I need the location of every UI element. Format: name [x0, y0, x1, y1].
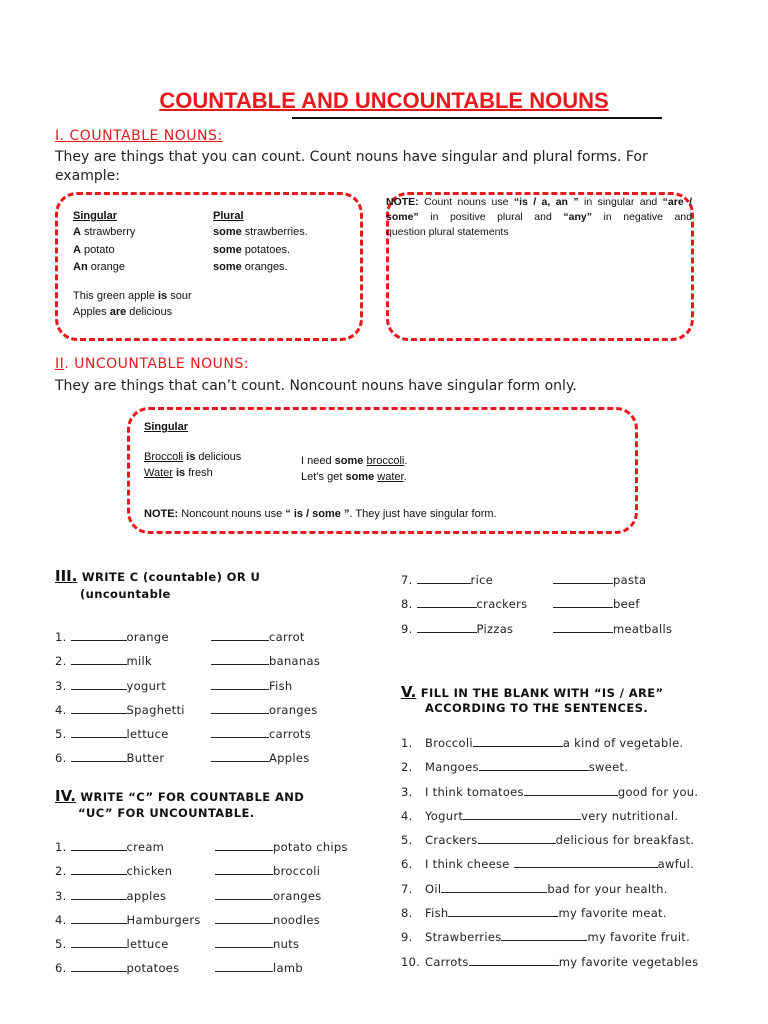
uncountable-example-2: Water is fresh	[144, 467, 213, 479]
answer-blank[interactable]	[211, 653, 269, 665]
answer-blank[interactable]	[71, 629, 127, 641]
answer-blank[interactable]	[71, 888, 127, 900]
list-item: carrots	[211, 726, 320, 750]
countable-note: NOTE: Count nouns use “is / a, an ” in singular and “are / some” in positive plural and “any” in negative and question plural statements	[386, 196, 693, 238]
answer-blank[interactable]	[71, 678, 127, 690]
list-item: lamb	[215, 960, 348, 984]
answer-blank[interactable]	[71, 936, 127, 948]
exercise-4-heading	[55, 786, 304, 805]
answer-blank[interactable]	[71, 839, 127, 851]
section-1-heading	[55, 128, 223, 144]
list-item: broccoli	[215, 863, 348, 887]
uncountable-example-4: Let’s get some water.	[301, 471, 407, 483]
answer-blank[interactable]	[514, 856, 658, 868]
list-item: carrot	[211, 629, 320, 653]
answer-blank[interactable]	[417, 596, 477, 608]
list-item: 9. Pizzas	[401, 621, 514, 636]
list-item: beef	[553, 596, 672, 620]
answer-blank[interactable]	[501, 929, 587, 941]
answer-blank[interactable]	[553, 621, 613, 633]
answer-blank[interactable]	[553, 596, 613, 608]
list-item: 9. Strawberries my favorite fruit.	[401, 930, 691, 945]
exercise-5-instruction-line2: ACCORDING TO THE SENTENCES.	[425, 701, 649, 715]
answer-blank[interactable]	[71, 960, 127, 972]
list-item: meatballs	[553, 621, 672, 645]
answer-blank[interactable]	[215, 839, 273, 851]
answer-blank[interactable]	[469, 954, 559, 966]
list-item: 6. I think cheese awful.	[401, 857, 695, 872]
list-item: oranges	[215, 888, 348, 912]
exercise-5-number: V.	[401, 683, 417, 701]
list-item: 8. Fish my favorite meat.	[401, 906, 667, 921]
plural-row-3: some oranges.	[213, 261, 288, 273]
list-item: potato chips	[215, 839, 348, 863]
answer-blank[interactable]	[71, 912, 127, 924]
answer-blank[interactable]	[211, 702, 269, 714]
list-item: 4. Yogurt very nutritional.	[401, 808, 679, 823]
list-item: 7. rice	[401, 573, 494, 587]
answer-blank[interactable]	[211, 750, 269, 762]
list-item: 2. milk	[55, 654, 152, 669]
answer-blank[interactable]	[441, 881, 547, 893]
list-item: 3. I think tomatoes good for you.	[401, 784, 699, 799]
list-item: 4. Hamburgers	[55, 912, 201, 927]
list-item: 7. Oil bad for your health.	[401, 881, 668, 896]
uncountable-note: NOTE: Noncount nouns use “ is / some ”. They just have singular form.	[144, 508, 497, 520]
list-item: 5. Crackers delicious for breakfast.	[401, 833, 695, 848]
answer-blank[interactable]	[417, 572, 471, 584]
section-1-heading-text: I. COUNTABLE NOUNS:	[55, 128, 223, 144]
list-item: 5. lettuce	[55, 727, 169, 742]
exercise-3-left-column	[55, 629, 185, 775]
plural-row-1: some strawberries.	[213, 226, 308, 238]
answer-blank[interactable]	[71, 750, 127, 762]
exercise-4-number: IV.	[55, 787, 76, 805]
answer-blank[interactable]	[211, 678, 269, 690]
list-item: 6. potatoes	[55, 961, 180, 976]
plural-header: Plural	[213, 210, 244, 222]
answer-blank[interactable]	[71, 653, 127, 665]
answer-blank[interactable]	[71, 863, 127, 875]
exercise-3-instruction-line2: (uncountable	[80, 587, 171, 601]
answer-blank[interactable]	[417, 621, 477, 633]
answer-blank[interactable]	[215, 912, 273, 924]
answer-blank[interactable]	[478, 832, 556, 844]
answer-blank[interactable]	[71, 726, 127, 738]
singular-row-1: A strawberry	[73, 226, 136, 238]
section-2-text: They are things that can’t count. Noncount nouns have singular form only.	[55, 378, 577, 394]
answer-blank[interactable]	[211, 629, 269, 641]
list-item: 1. Broccoli a kind of vegetable.	[401, 736, 684, 750]
answer-blank[interactable]	[215, 936, 273, 948]
plural-row-2: some potatoes.	[213, 244, 291, 256]
section-2-heading: II. UNCOUNTABLE NOUNS:	[55, 356, 249, 372]
singular-header: Singular	[73, 210, 118, 222]
list-item: 10. Carrots my favorite vegetables	[401, 954, 699, 969]
section-1-text-line1: They are things that you can count. Count nouns have singular and plural forms. For	[55, 149, 648, 165]
answer-blank[interactable]	[463, 808, 581, 820]
uncountable-example-3: I need some broccoli.	[301, 455, 408, 467]
list-item: 5. lettuce	[55, 937, 169, 952]
exercise-5-list	[401, 735, 698, 978]
exercise-4-right-column	[215, 839, 348, 985]
uncountable-singular-header: Singular	[144, 421, 189, 433]
list-item: 1. orange	[55, 630, 169, 644]
exercise-3-right-column	[211, 629, 320, 775]
list-item: Apples	[211, 750, 320, 774]
answer-blank[interactable]	[215, 863, 273, 875]
answer-blank[interactable]	[211, 726, 269, 738]
answer-blank[interactable]	[215, 960, 273, 972]
list-item: 6. Butter	[55, 751, 165, 766]
list-item: 4. Spaghetti	[55, 702, 185, 717]
exercise-3-instruction: WRITE C (countable) OR U	[77, 570, 261, 584]
countable-example-sentence-2: Apples are delicious	[73, 306, 173, 318]
list-item: 8. crackers	[401, 597, 528, 612]
exercise-4-left-column	[55, 839, 201, 985]
exercise-5-heading	[401, 682, 663, 701]
answer-blank[interactable]	[473, 735, 563, 747]
singular-row-3: An orange	[73, 261, 125, 273]
list-item: oranges	[211, 702, 320, 726]
exercise-4-instruction-line2: “UC” FOR UNCOUNTABLE.	[78, 806, 255, 820]
exercise-5-instruction: FILL IN THE BLANK WITH “IS / ARE”	[416, 686, 664, 700]
answer-blank[interactable]	[479, 759, 589, 771]
exercise-3-heading	[55, 566, 260, 585]
exercise-3-number: III.	[55, 567, 78, 585]
singular-row-2: A potato	[73, 244, 115, 256]
page-title: COUNTABLE AND UNCOUNTABLE NOUNS	[159, 88, 609, 113]
exercise-3-continued-left	[401, 572, 527, 645]
uncountable-example-1: Broccoli is delicious	[144, 451, 242, 463]
list-item: 2. Mangoes sweet.	[401, 760, 629, 775]
answer-blank[interactable]	[448, 905, 558, 917]
list-item: nuts	[215, 936, 348, 960]
answer-blank[interactable]	[71, 702, 127, 714]
list-item: pasta	[553, 572, 672, 596]
list-item: bananas	[211, 653, 320, 677]
answer-blank[interactable]	[524, 784, 618, 796]
exercise-4-instruction: WRITE “C” FOR COUNTABLE AND	[75, 790, 305, 804]
answer-blank[interactable]	[553, 572, 613, 584]
title-underline	[292, 117, 662, 119]
list-item: 3. yogurt	[55, 678, 167, 693]
section-1-text-line2: example:	[55, 168, 120, 184]
list-item: 3. apples	[55, 888, 167, 903]
list-item: 1. cream	[55, 840, 165, 854]
exercise-3-continued-right	[553, 572, 672, 645]
list-item: Fish	[211, 678, 320, 702]
list-item: 2. chicken	[55, 864, 173, 879]
answer-blank[interactable]	[215, 888, 273, 900]
list-item: noodles	[215, 912, 348, 936]
countable-example-sentence-1: This green apple is sour	[73, 290, 192, 302]
